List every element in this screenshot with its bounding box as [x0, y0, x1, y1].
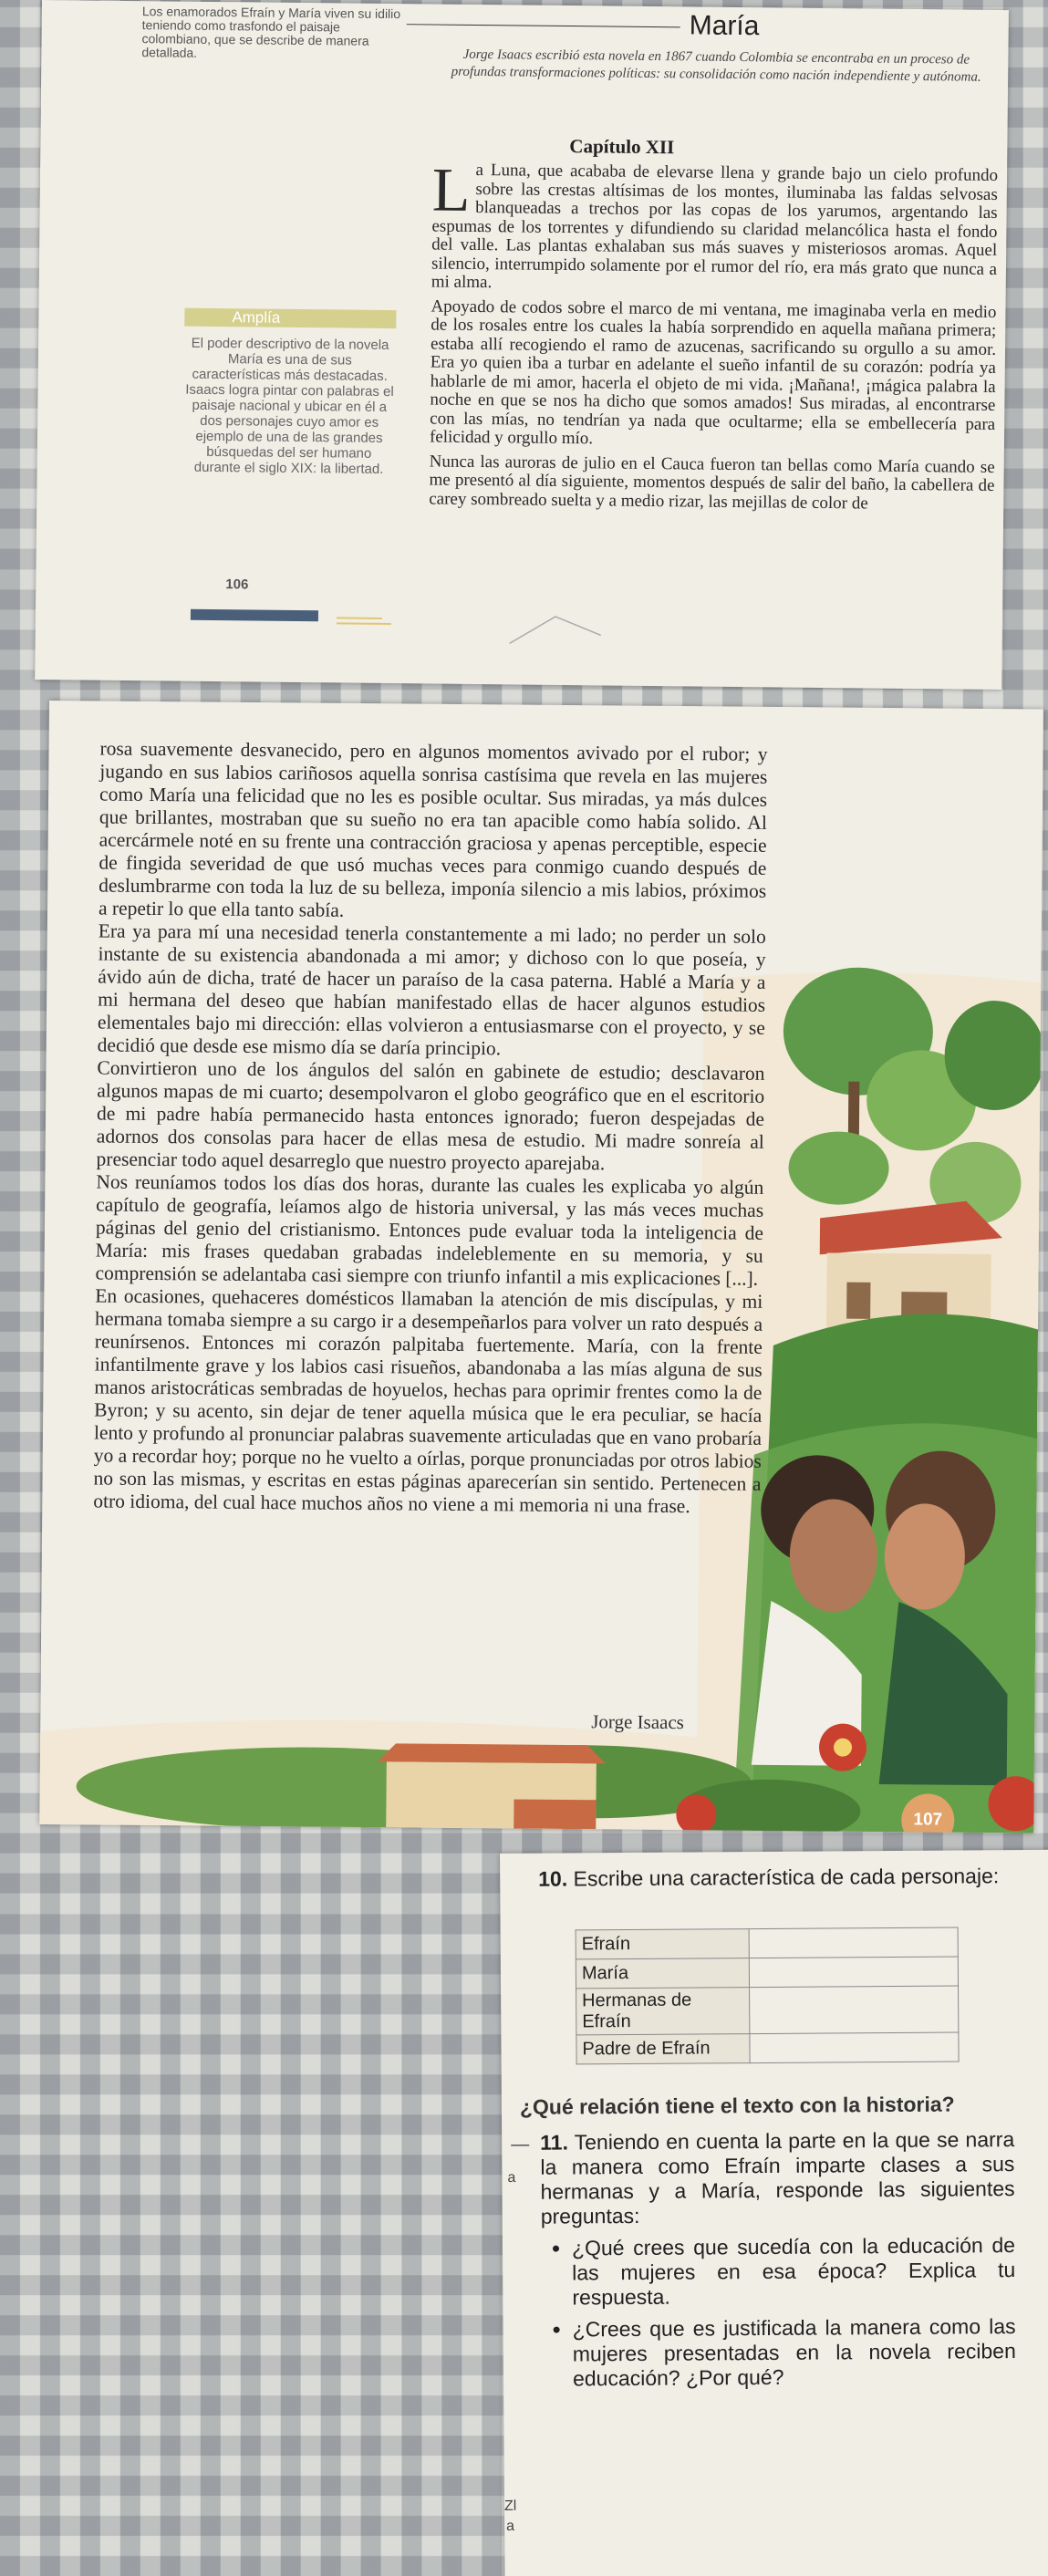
character-name: Padre de Efraín — [576, 2034, 750, 2064]
author-signature: Jorge Isaacs — [591, 1710, 685, 1734]
character-name: Efraín — [576, 1929, 749, 1959]
paragraph: Nos reuníamos todos los días dos horas, durante las cuales les explicaba yo algún capítulo de geografía, leíamos algo de historia universal, y las más veces muchas páginas del genio del cristianismo. Entonces pude evaluar toda la inteligencia de María: mis frases quedaban grabadas indeleblemente en su memoria, y su comprensión se adelantaba casi siempre con triunfo infantil a mis explicaciones [...]. — [95, 1170, 764, 1290]
page-number-bar — [191, 609, 318, 621]
amplia-text: El poder descriptivo de la novela María es una de sus características más destacadas. Isaacs logra pintar con palabras el paisaje nacional y ubicar en él a dos personajes cuyo amor es ejemplo de una de las grandes búsquedas del ser humano durante el siglo XIX: la libertad. — [185, 335, 394, 477]
question-text: Escribe una característica de cada personaje: — [573, 1864, 1000, 1891]
title-rule — [407, 24, 680, 27]
section-subheading: ¿Qué relación tiene el texto con la historia? — [519, 2092, 955, 2119]
paragraph: Convirtieron uno de los ángulos del salón en gabinete de estudio; desclavaron algunos mapas de mi cuarto; desempolvaron el globo geográfico que en el escritorio de mi padre había permanecido hasta entonces ignorado; fueron despejadas de adornos dos consolas para hacer de ellas mesa de estudio. Mi madre sonreía al presenciar todo aquel desarreglo que nuestro proyecto aparejaba. — [96, 1056, 765, 1175]
paragraph: En ocasiones, quehaceres domésticos llamaban la atención de mis discípulas, y mi hermana tomaba siempre a su cargo ir a desempeñarlos para volver un rato después a reunírsenos. Entonces mi corazón palpitaba fuertemente. María, con la frente infantilmente grave y los labios casi risueños, abandonaba a las mías alguna de sus manos aristocráticas sembradas de hoyuelos, hechas para oprimir frentes como la de Byron; y su acento, sin dejar de tener aquella música que le era peculiar, se hacía lento y profundo al pronunciar palabras suavemente articuladas que en vano probaría yo a recordar hoy; porque no he vuelto a oírlas, porque pronunciadas por otros labios no son las mismas, y escritas en estas páginas aparecerían sin sentido. Pertenecen a otro idioma, del cual hace muchos años no viene a mi memoria ni una frase. — [93, 1284, 763, 1518]
character-name: Hermanas de Efraín — [576, 1988, 750, 2035]
page-number-badge: 107 — [901, 1793, 955, 1833]
paragraph: Nunca las auroras de julio en el Cauca fueron tan bellas como María cuando se me presentó al día siguiente, momentos después de salir del baño, la cabellera de carey sombreado suelta y a medio rizar, las mejillas de color de — [429, 451, 995, 514]
paragraph: La Luna, que acababa de elevarse llena y grande bajo un cielo profundo sobre las crestas altísimas de los montes, iluminaba las faldas selvosas blanqueadas a trechos por las copas de los yarumos, argentando las espumas de los torrentes y difundiendo su claridad melancólica hasta el fondo del valle. Las plantas exhalaban sus más suaves y misteriosos aromas. Aquel silencio, interrumpido solamente por el rumor del río, era más grato que nunca a mi alma. — [431, 154, 999, 293]
sidebar-summary: Los enamorados Efraín y María viven su idilio teniendo como trasfondo el paisaje colombiano, que se describe de manera detallada. — [141, 4, 401, 60]
paragraph: Era ya para mí una necesidad tenerla constantemente a mi lado; no perder un solo instante de su existencia abandonada a mi amor; y dichoso con lo que poseía, y ávido aún de dicha, traté de hacer un paraíso de la casa paterna. Hablé a María y a mi hermana del deseo que habían manifestado ellas de hacer algunos estudios elementales bajo mi dirección: ellas volvieron a entusiasmarse con el proyecto, y se decidió que desde ese mismo día se daría principio. — [97, 919, 766, 1060]
chapter-heading: Capítulo XII — [569, 135, 675, 159]
list-item: • ¿Qué crees que sucedía con la educación de las mujeres en esa época? Explica tu respuesta. — [572, 2233, 1016, 2310]
margin-mark: a — [506, 2518, 515, 2534]
margin-handwriting — [500, 1850, 1048, 2576]
activity-page — [500, 1850, 1048, 2576]
page-107 — [39, 701, 1043, 1833]
page-106 — [35, 0, 1009, 690]
margin-mark: Zl — [503, 2498, 517, 2514]
drop-cap: L — [431, 154, 471, 224]
question-number: 11. — [540, 2130, 569, 2155]
book-title: María — [689, 10, 760, 42]
margin-mark: a — [507, 2169, 516, 2186]
decorative-lines-icon — [327, 596, 620, 653]
book-note: Jorge Isaacs escribió esta novela en 1867 cuando Colombia se encontraba en un proceso de profundas transformaciones políticas: su consolidación como nación independiente y autónoma. — [451, 47, 981, 85]
novel-text — [93, 737, 767, 1518]
paragraph: rosa suavemente desvanecido, pero en algunos momentos avivado por el rubor; y jugando en sus labios cariñosos aquella sonrisa castísima que revela en las mujeres como María una felicidad que no les es posible ocultar. Sus miradas, ya más dulces que brillantes, mostraban que su sueño no era tan apacible como había solido. Al acercármele noté en su frente una contracción graciosa y apenas perceptible, especie de fingida severidad de que usó muchas veces para conmigo cuando después de deslumbrarme con toda la luz de su belleza, imponía silencio a mis labios, próximos a repetir lo que ella tanto sabía. — [98, 737, 768, 921]
page-number: 106 — [225, 576, 249, 593]
question-number: 10. — [538, 1866, 568, 1891]
paragraph: Apoyado de codos sobre el marco de mi ventana, me imaginaba verla en medio de los rosales entre los cuales la había sorprendido en aquella mañana primera; estaba allí recogiendo el ramo de azucenas, sacrificando su orgullo a su amor. Era yo quien iba a turbar en adelante el sueño infantil de su corazón: podría ya hablarle de mi amor, hacerla el objeto de mi vida. ¡Mañana!, ¡mágica palabra la noche en que se nos ha dicho que somos amados! Sus miradas, al encontrarse con las mías, no tendrían ya nada que ocultarme; ella se embellecería para felicidad y orgullo mío. — [429, 296, 997, 449]
question-text: Teniendo en cuenta la parte en la que se narra la manera como Efraín imparte clases a sus hermanas y a María, responde las siguientes preguntas: — [540, 2127, 1015, 2228]
chapter-text — [429, 154, 999, 519]
list-item: • ¿Crees que es justificada la manera como las mujeres presentadas en la novela reciben educación? ¿Por qué? — [573, 2314, 1017, 2391]
character-name: María — [576, 1958, 749, 1989]
amplia-label: Amplía — [184, 308, 396, 328]
